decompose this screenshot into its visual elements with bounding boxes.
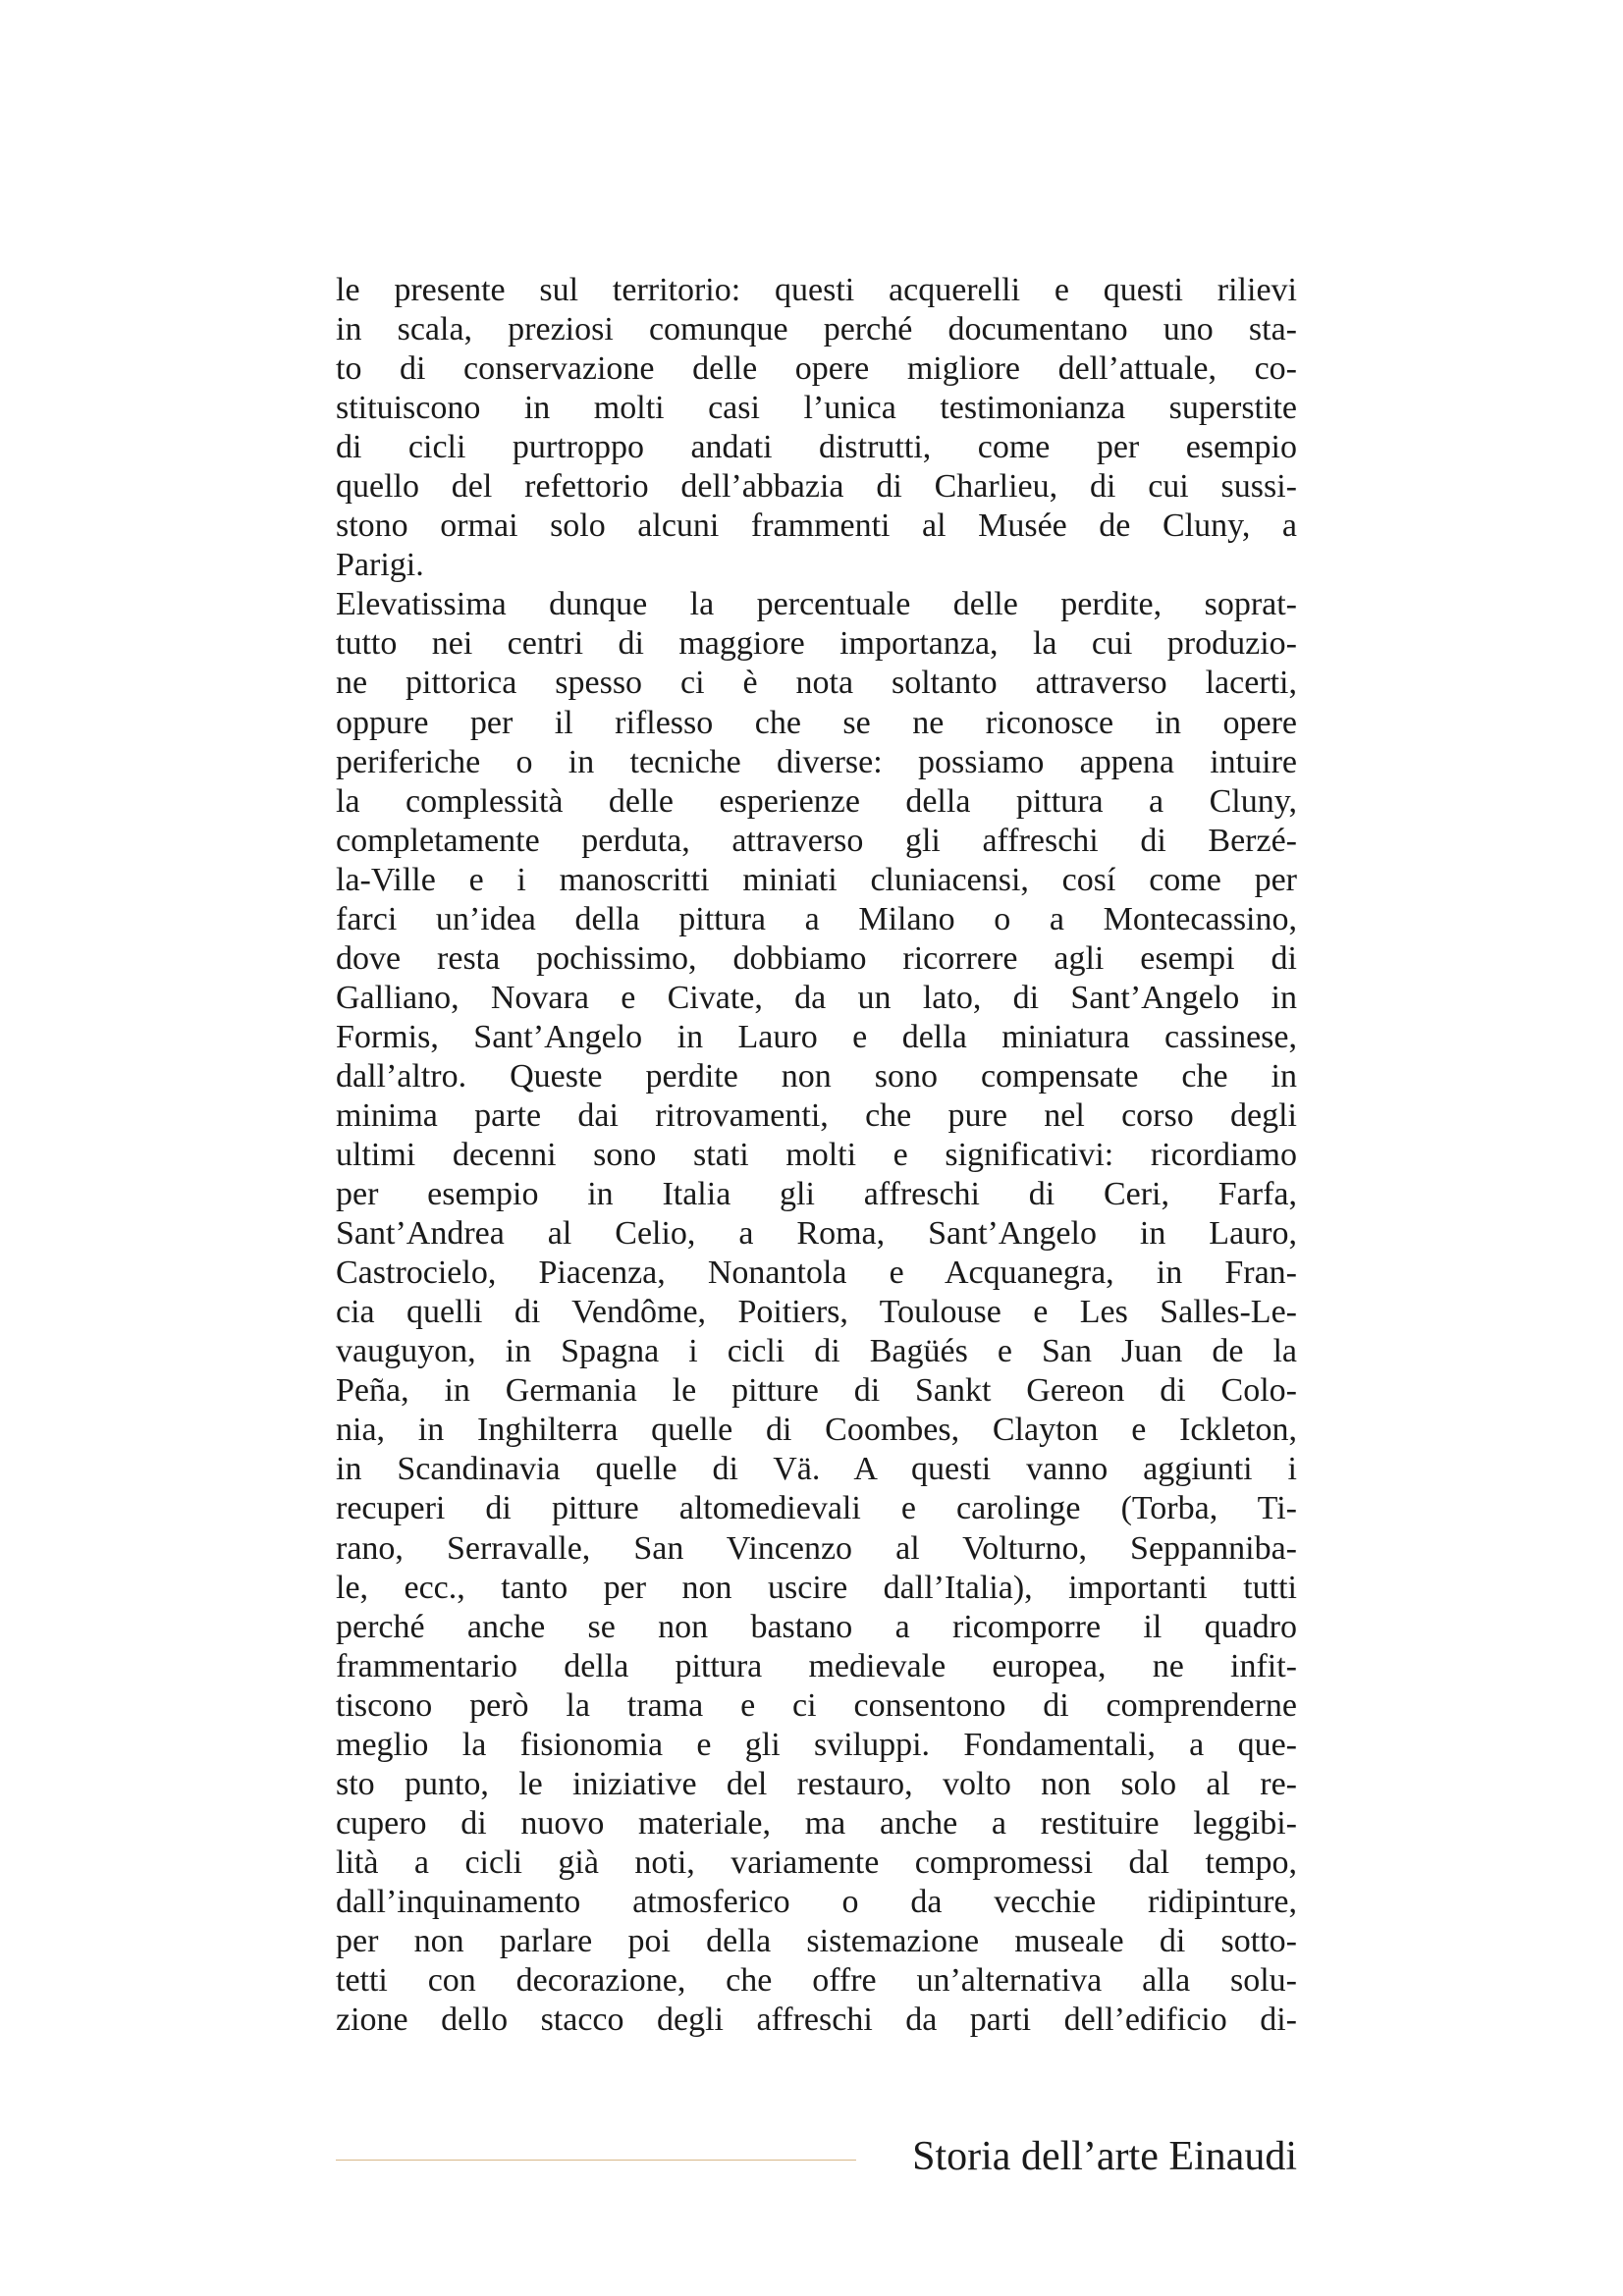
text-line: Elevatissima dunque la percentuale delle perdite, soprat- xyxy=(336,586,1297,623)
footer-title: Storia dell’arte Einaudi xyxy=(912,2134,1297,2179)
text-line: stituiscono in molti casi l’unica testimonianza superstite xyxy=(336,390,1297,427)
text-line: ne pittorica spesso ci è nota soltanto attraverso lacerti, xyxy=(336,665,1297,702)
text-line: perché anche se non bastano a ricomporre il quadro xyxy=(336,1608,1297,1645)
text-line: recuperi di pitture altomedievali e carolinge (Torba, Ti- xyxy=(336,1490,1297,1527)
text-line: oppure per il riflesso che se ne riconosce in opere xyxy=(336,704,1297,741)
text-line: per esempio in Italia gli affreschi di Ceri, Farfa, xyxy=(336,1176,1297,1213)
text-line: minima parte dai ritrovamenti, che pure nel corso degli xyxy=(336,1096,1297,1134)
text-line: Galliano, Novara e Civate, da un lato, di Sant’Angelo in xyxy=(336,979,1297,1016)
text-line: dall’inquinamento atmosferico o da vecchie ridipinture, xyxy=(336,1883,1297,1920)
text-line: Castrocielo, Piacenza, Nonantola e Acquanegra, in Fran- xyxy=(336,1255,1297,1292)
text-line: quello del refettorio dell’abbazia di Charlieu, di cui sussi- xyxy=(336,468,1297,506)
text-line: Peña, in Germania le pitture di Sankt Gereon di Colo- xyxy=(336,1372,1297,1410)
text-line: Formis, Sant’Angelo in Lauro e della miniatura cassinese, xyxy=(336,1018,1297,1055)
text-line: sto punto, le iniziative del restauro, volto non solo al re- xyxy=(336,1765,1297,1802)
text-line: Sant’Andrea al Celio, a Roma, Sant’Angelo in Lauro, xyxy=(336,1215,1297,1253)
text-line: la complessità delle esperienze della pittura a Cluny, xyxy=(336,782,1297,820)
text-line: di cicli purtroppo andati distrutti, come per esempio xyxy=(336,429,1297,466)
text-line: dove resta pochissimo, dobbiamo ricorrere agli esempi di xyxy=(336,939,1297,977)
text-line: lità a cicli già noti, variamente compromessi dal tempo, xyxy=(336,1843,1297,1881)
text-line: le presente sul territorio: questi acquerelli e questi rilievi xyxy=(336,272,1297,308)
text-line: tiscono però la trama e ci consentono di comprenderne xyxy=(336,1686,1297,1724)
text-line: zione dello stacco degli affreschi da parti dell’edificio di- xyxy=(336,2002,1297,2039)
text-line: in Scandinavia quelle di Vä. A questi vanno aggiunti i xyxy=(336,1451,1297,1488)
text-line: le, ecc., tanto per non uscire dall’Italia), importanti tutti xyxy=(336,1569,1297,1606)
text-line: periferiche o in tecniche diverse: possiamo appena intuire xyxy=(336,743,1297,780)
text-line: farci un’idea della pittura a Milano o a Montecassino, xyxy=(336,900,1297,937)
text-line: ultimi decenni sono stati molti e significativi: ricordiamo xyxy=(336,1137,1297,1174)
text-line: cia quelli di Vendôme, Poitiers, Toulouse e Les Salles-Le- xyxy=(336,1294,1297,1331)
text-line: to di conservazione delle opere migliore dell’attuale, co- xyxy=(336,350,1297,388)
text-line: tutto nei centri di maggiore importanza, la cui produzio- xyxy=(336,625,1297,663)
footer-rule xyxy=(336,2160,856,2161)
text-line: meglio la fisionomia e gli sviluppi. Fondamentali, a que- xyxy=(336,1726,1297,1763)
text-line: vauguyon, in Spagna i cicli di Bagüés e San Juan de la xyxy=(336,1333,1297,1370)
text-line: frammentario della pittura medievale europea, ne infit- xyxy=(336,1647,1297,1684)
text-line: nia, in Inghilterra quelle di Coombes, Clayton e Ickleton, xyxy=(336,1412,1297,1449)
text-line: cupero di nuovo materiale, ma anche a restituire leggibi- xyxy=(336,1804,1297,1842)
text-line: tetti con decorazione, che offre un’alternativa alla solu- xyxy=(336,1962,1297,2000)
text-line: per non parlare poi della sistemazione museale di sotto- xyxy=(336,1922,1297,1959)
text-line: in scala, preziosi comunque perché documentano uno sta- xyxy=(336,311,1297,348)
text-line: stono ormai solo alcuni frammenti al Musée de Cluny, a xyxy=(336,507,1297,545)
text-line: completamente perduta, attraverso gli affreschi di Berzé- xyxy=(336,822,1297,859)
text-line: dall’altro. Queste perdite non sono compensate che in xyxy=(336,1057,1297,1095)
body-text xyxy=(336,271,1297,2040)
text-line: rano, Serravalle, San Vincenzo al Volturno, Seppanniba- xyxy=(336,1529,1297,1567)
page-footer xyxy=(336,2132,1297,2181)
text-line: la-Ville e i manoscritti miniati cluniacensi, cosí come per xyxy=(336,861,1297,898)
text-line: Parigi. xyxy=(336,547,424,584)
